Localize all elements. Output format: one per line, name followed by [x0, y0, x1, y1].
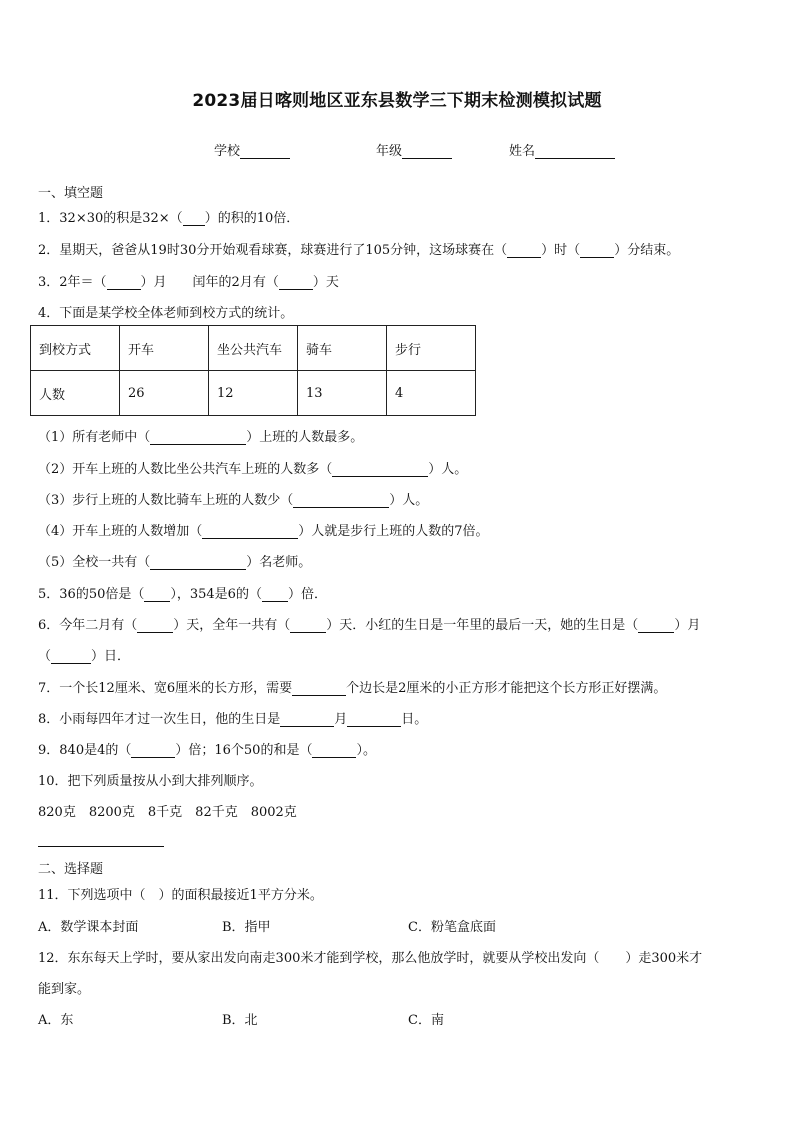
- grade-blank[interactable]: [402, 145, 452, 159]
- q3-blank-months[interactable]: [107, 277, 141, 290]
- name-field: [509, 140, 615, 159]
- question-4: 4．下面是某学校全体老师到校方式的统计。: [38, 306, 294, 321]
- question-10: 10．把下列质量按从小到大排列顺序。: [38, 774, 263, 789]
- question-4-sub-1: （1）所有老师中（ ）上班的人数最多。: [38, 430, 364, 445]
- q2-blank-hour[interactable]: [507, 245, 541, 258]
- question-4-sub-2: （2）开车上班的人数比坐公共汽车上班的人数多（ ）人。: [38, 462, 468, 477]
- q6-blank-month[interactable]: [638, 620, 674, 633]
- q4-5-blank[interactable]: [150, 557, 246, 570]
- table-cell: 坐公共汽车: [209, 326, 298, 371]
- q3-blank-days[interactable]: [279, 277, 313, 290]
- q1-blank[interactable]: [183, 213, 205, 226]
- question-2: 2．星期天，爸爸从19时30分开始观看球赛，球赛进行了105分钟，这场球赛在（ ）时（ ）分结束。: [38, 243, 680, 258]
- question-3: 3．2年＝（ ）月 闰年的2月有（ ）天: [38, 275, 339, 290]
- question-12-cont: 能到家。: [38, 982, 91, 997]
- table-cell: 开车: [120, 326, 209, 371]
- question-6: 6．今年二月有（ ）天，全年一共有（ ）天．小红的生日是一年里的最后一天，她的生日是（ ）月: [38, 618, 701, 633]
- question-7: 7．一个长12厘米、宽6厘米的长方形，需要 个边长是2厘米的小正方形才能把这个长方形正好摆满。: [38, 681, 667, 696]
- q9-blank-2[interactable]: [312, 745, 356, 758]
- q5-blank-1[interactable]: [144, 589, 170, 602]
- section-fill-in: 一、填空题: [38, 186, 104, 201]
- table-cell: 12: [209, 371, 298, 416]
- table-cell: 骑车: [298, 326, 387, 371]
- q6-blank-day[interactable]: [51, 651, 91, 664]
- q4-3-blank[interactable]: [293, 495, 389, 508]
- question-5: 5．36的50倍是（ ），354是6的（ ）倍．: [38, 587, 327, 602]
- table-cell: 13: [298, 371, 387, 416]
- q7-blank[interactable]: [292, 683, 346, 696]
- q2-blank-minute[interactable]: [580, 245, 614, 258]
- q11-option-b[interactable]: B．指甲: [222, 920, 271, 935]
- q6-blank-feb[interactable]: [137, 620, 173, 633]
- table-cell: 4: [387, 371, 476, 416]
- question-4-sub-5: （5）全校一共有（ ）名老师。: [38, 555, 312, 570]
- name-label: 姓名: [509, 144, 536, 159]
- q12-option-a[interactable]: A．东: [38, 1013, 74, 1028]
- q9-blank-1[interactable]: [131, 745, 175, 758]
- commute-table: [30, 325, 476, 416]
- question-11: 11．下列选项中（ ）的面积最接近1平方分米。: [38, 888, 323, 903]
- grade-label: 年级: [376, 144, 403, 159]
- question-8: 8．小雨每四年才过一次生日，他的生日是 月 日。: [38, 712, 428, 727]
- question-12: 12．东东每天上学时，要从家出发向南走300米才能到学校，那么他放学时，就要从学校出发向（ ）走300米才: [38, 951, 703, 966]
- q4-4-blank[interactable]: [202, 526, 298, 539]
- school-label: 学校: [214, 144, 241, 159]
- question-9: 9．840是4的（ ）倍；16个50的和是（ ）。: [38, 743, 376, 758]
- q12-option-c[interactable]: C．南: [408, 1013, 444, 1028]
- section-choice: 二、选择题: [38, 862, 104, 877]
- question-4-sub-3: （3）步行上班的人数比骑车上班的人数少（ ）人。: [38, 493, 429, 508]
- q11-option-a[interactable]: A．数学课本封面: [38, 920, 139, 935]
- question-6-cont: （ ）日．: [38, 649, 131, 664]
- table-row: [31, 371, 476, 416]
- page-title: 2023届日喀则地区亚东县数学三下期末检测模拟试题: [192, 91, 602, 111]
- question-10-items: 820克 8200克 8千克 82千克 8002克: [38, 805, 297, 820]
- table-header-row: [31, 326, 476, 371]
- table-cell: 人数: [31, 371, 120, 416]
- q8-blank-day[interactable]: [347, 714, 401, 727]
- school-blank[interactable]: [240, 145, 290, 159]
- question-1: 1．32×30的积是32×（ ）的积的10倍．: [38, 211, 300, 226]
- q11-option-c[interactable]: C．粉笔盒底面: [408, 920, 496, 935]
- q6-blank-year[interactable]: [290, 620, 326, 633]
- q5-blank-2[interactable]: [262, 589, 288, 602]
- table-cell: 步行: [387, 326, 476, 371]
- q4-2-blank[interactable]: [332, 464, 428, 477]
- grade-field: [376, 140, 452, 159]
- table-cell: 到校方式: [31, 326, 120, 371]
- q8-blank-month[interactable]: [280, 714, 334, 727]
- q12-option-b[interactable]: B．北: [222, 1013, 258, 1028]
- table-cell: 26: [120, 371, 209, 416]
- answer-divider: [38, 846, 164, 847]
- name-blank[interactable]: [535, 145, 615, 159]
- q4-1-blank[interactable]: [150, 432, 246, 445]
- question-4-sub-4: （4）开车上班的人数增加（ ）人就是步行上班的人数的7倍。: [38, 524, 489, 539]
- school-field: [214, 140, 290, 159]
